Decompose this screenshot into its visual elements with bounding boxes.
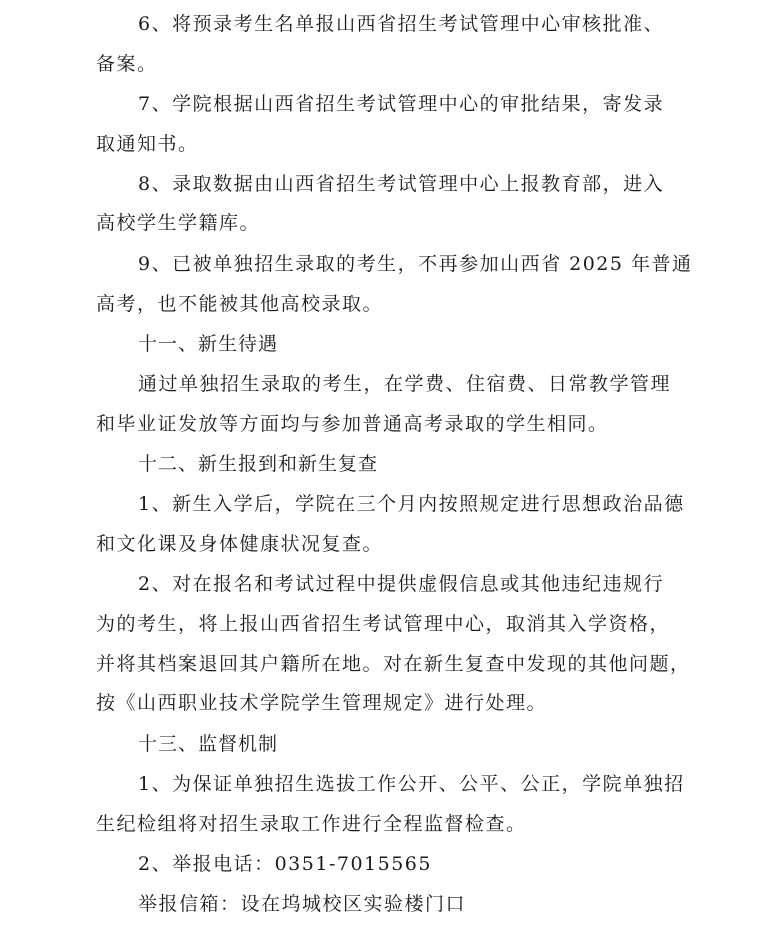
section-11-line-1: 通过单独招生录取的考生，在学费、住宿费、日常教学管理 — [138, 373, 672, 395]
section-12-p1-line-1: 1、新生入学后，学院在三个月内按照规定进行思想政治品德 — [138, 493, 685, 515]
section-13-heading: 十三、监督机制 — [138, 733, 279, 755]
item-7-line-2: 取通知书。 — [96, 133, 199, 155]
item-8-line-2: 高校学生学籍库。 — [96, 212, 261, 234]
section-13-p1-line-2: 生纪检组将对招生录取工作进行全程监督检查。 — [96, 813, 527, 835]
item-9-line-2: 高考，也不能被其他高校录取。 — [96, 293, 384, 315]
section-12-p2-line-1: 2、对在报名和考试过程中提供虚假信息或其他违纪违规行 — [138, 573, 665, 595]
section-12-p2-line-4: 按《山西职业技术学院学生管理规定》进行处理。 — [96, 692, 548, 714]
item-9-line-1: 9、已被单独招生录取的考生，不再参加山西省 2025 年普通 — [138, 253, 693, 275]
section-11-line-2: 和毕业证发放等方面均与参加普通高考录取的学生相同。 — [96, 413, 609, 435]
report-phone: 2、举报电话：0351-7015565 — [138, 853, 432, 875]
report-mailbox: 举报信箱：设在坞城校区实验楼门口 — [138, 893, 467, 915]
section-12-p1-line-2: 和文化课及身体健康状况复查。 — [96, 533, 384, 555]
item-6-line-1: 6、将预录考生名单报山西省招生考试管理中心审核批准、 — [138, 13, 665, 35]
section-11-heading: 十一、新生待遇 — [138, 333, 279, 355]
section-12-heading: 十二、新生报到和新生复查 — [138, 453, 379, 475]
item-8-line-1: 8、录取数据由山西省招生考试管理中心上报教育部，进入 — [138, 173, 665, 195]
section-12-p2-line-3: 并将其档案退回其户籍所在地。对在新生复查中发现的其他问题， — [96, 653, 691, 675]
item-7-line-1: 7、学院根据山西省招生考试管理中心的审批结果，寄发录 — [138, 93, 665, 115]
item-6-line-2: 备案。 — [96, 53, 158, 75]
section-12-p2-line-2: 为的考生，将上报山西省招生考试管理中心，取消其入学资格， — [96, 613, 671, 635]
section-13-p1-line-1: 1、为保证单独招生选拔工作公开、公平、公正，学院单独招 — [138, 773, 685, 795]
